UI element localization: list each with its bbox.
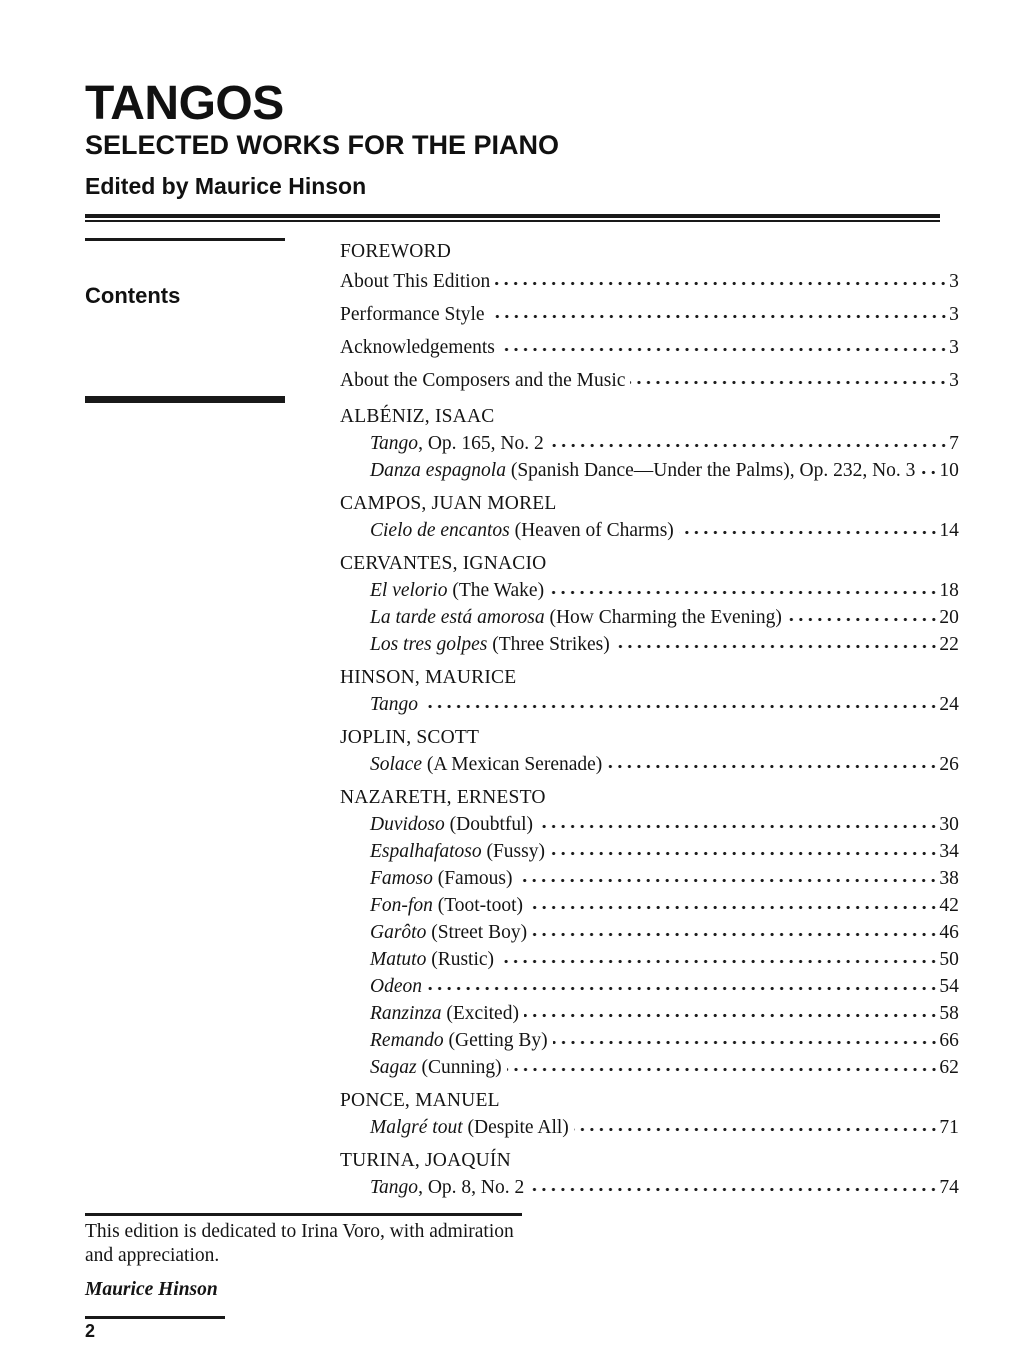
toc-entry [340, 364, 959, 397]
toc-entry-title: Remando (Getting By) [370, 1029, 548, 1051]
toc-entry-title: Odeon [370, 975, 422, 997]
toc-page-number: 74 [939, 1176, 959, 1198]
toc-entry-title: El velorio (The Wake) [370, 579, 545, 601]
title-block [85, 77, 940, 222]
toc-page-number: 66 [939, 1029, 959, 1051]
toc-entry [340, 919, 959, 946]
footer-rule [85, 1213, 522, 1216]
toc-entry [340, 1174, 959, 1201]
toc-section-heading: CAMPOS, JUAN MOREL [340, 492, 557, 514]
dot-leader [423, 696, 938, 710]
toc-entry [340, 1054, 959, 1081]
page-number-rule [85, 1316, 225, 1319]
book-subtitle: SELECTED WORKS FOR THE PIANO [85, 130, 560, 160]
toc-page-number: 20 [939, 606, 959, 628]
toc-entry-title: Famoso (Famous) [370, 867, 513, 889]
dot-leader [787, 609, 939, 623]
toc-section-heading: NAZARETH, ERNESTO [340, 786, 546, 808]
toc-section [340, 238, 959, 397]
toc-entry [340, 946, 959, 973]
dot-leader [553, 1032, 939, 1046]
dot-leader [920, 462, 938, 476]
toc-section [340, 724, 959, 778]
toc-entry [340, 265, 959, 298]
toc-entry [340, 604, 959, 631]
toc-page-number: 54 [939, 975, 959, 997]
toc-page-number: 50 [939, 948, 959, 970]
toc-entry-title: Sagaz (Cunning) [370, 1056, 502, 1078]
dot-leader [528, 897, 938, 911]
toc-entry-title: Duvidoso (Doubtful) [370, 813, 534, 835]
toc-entry-title: Tango, Op. 8, No. 2 [370, 1176, 525, 1198]
toc-page-number: 10 [939, 459, 959, 481]
toc-page-number: 3 [949, 369, 959, 391]
dot-leader [607, 756, 938, 770]
toc-entry-title: Cielo de encantos (Heaven of Charms) [370, 519, 674, 541]
toc-section [340, 664, 959, 718]
toc-page-number: 24 [939, 693, 959, 715]
toc-entry-title: La tarde está amorosa (How Charming the Evening) [370, 606, 782, 628]
toc-page-number: 38 [939, 867, 959, 889]
toc-entry-title: About the Composers and the Music [340, 369, 626, 391]
page-footer [85, 1213, 940, 1342]
dot-leader [529, 1179, 938, 1193]
toc-entry [340, 751, 959, 778]
toc-entry-title: Matuto (Rustic) [370, 948, 495, 970]
toc-entry-title: Ranzinza (Excited) [370, 1002, 519, 1024]
toc-entry-title: Fon-fon (Toot-toot) [370, 894, 523, 916]
dot-leader [549, 582, 938, 596]
toc-section [340, 490, 959, 544]
toc-page-number: 42 [939, 894, 959, 916]
toc-entry [340, 811, 959, 838]
toc-section [340, 550, 959, 658]
contents-sidebar [85, 238, 285, 1201]
toc-entry-title: Performance Style [340, 303, 485, 325]
toc-entry [340, 865, 959, 892]
toc-entry [340, 892, 959, 919]
dot-leader [507, 1059, 939, 1073]
toc-section-heading: CERVANTES, IGNACIO [340, 552, 547, 574]
dot-leader [679, 522, 939, 536]
toc-page-number: 3 [949, 303, 959, 325]
toc-entry-title: Malgré tout (Despite All) [370, 1116, 569, 1138]
contents-box [85, 238, 285, 403]
contents-layout [85, 238, 959, 1201]
dot-leader [517, 870, 938, 884]
toc-section-heading: TURINA, JOAQUÍN [340, 1149, 511, 1171]
toc-page-number: 26 [939, 753, 959, 775]
toc-page-number: 7 [949, 432, 959, 454]
dot-leader [500, 339, 948, 353]
toc-page-number: 30 [939, 813, 959, 835]
toc-entry [340, 838, 959, 865]
toc-section-heading: FOREWORD [340, 240, 452, 262]
dot-leader [615, 636, 939, 650]
toc-page-number: 22 [939, 633, 959, 655]
toc-page-number: 18 [939, 579, 959, 601]
toc-entry-title: Solace (A Mexican Serenade) [370, 753, 603, 775]
toc-page-number: 3 [949, 270, 959, 292]
toc-entry [340, 1027, 959, 1054]
editor-line: Edited by Maurice Hinson [85, 172, 367, 199]
toc-section [340, 403, 959, 484]
dot-leader [549, 435, 948, 449]
rule-thick [85, 214, 940, 218]
toc-page-number: 58 [939, 1002, 959, 1024]
dot-leader [495, 273, 948, 287]
toc-entry [340, 517, 959, 544]
dot-leader [490, 306, 949, 320]
dot-leader [427, 978, 938, 992]
toc-entry [340, 331, 959, 364]
dedication-text: This edition is dedicated to Irina Voro, with admiration and appreciation. [85, 1220, 514, 1266]
toc-page-number: 71 [939, 1116, 959, 1138]
contents-label: Contents [85, 282, 181, 308]
dot-leader [550, 843, 938, 857]
dot-leader [538, 816, 938, 830]
toc-page-number: 34 [939, 840, 959, 862]
toc-section-heading: HINSON, MAURICE [340, 666, 517, 688]
toc-entry [340, 1114, 959, 1141]
toc-section-heading: ALBÉNIZ, ISAAC [340, 405, 495, 427]
table-of-contents [340, 238, 959, 1201]
toc-entry [340, 298, 959, 331]
toc-section [340, 784, 959, 1081]
dedication-signature: Maurice Hinson [85, 1278, 218, 1300]
dot-leader [524, 1005, 938, 1019]
rule-thin [85, 220, 940, 222]
toc-entry-title: Danza espagnola (Spanish Dance—Under the Palms), Op. 232, No. 3 [370, 459, 916, 481]
dot-leader [574, 1119, 939, 1133]
dot-leader [630, 372, 948, 386]
dot-leader [499, 951, 938, 965]
toc-entry-title: Garôto (Street Boy) [370, 921, 528, 943]
toc-entry [340, 1000, 959, 1027]
toc-page-number: 62 [939, 1056, 959, 1078]
toc-entry [340, 430, 959, 457]
toc-entry-title: Espalhafatoso (Fussy) [370, 840, 545, 862]
toc-entry-title: Los tres golpes (Three Strikes) [370, 633, 610, 655]
toc-entry [340, 577, 959, 604]
toc-entry-title: Tango [370, 693, 419, 715]
toc-entry [340, 973, 959, 1000]
toc-page-number: 3 [949, 336, 959, 358]
page-number: 2 [85, 1320, 96, 1341]
toc-section [340, 1147, 959, 1201]
header-double-rule [85, 214, 940, 222]
toc-entry [340, 691, 959, 718]
toc-section [340, 1087, 959, 1141]
toc-section-heading: JOPLIN, SCOTT [340, 726, 480, 748]
toc-page-number: 46 [939, 921, 959, 943]
toc-entry-title: Acknowledgements [340, 336, 495, 358]
dot-leader [532, 924, 938, 938]
toc-entry-title: About This Edition [340, 270, 491, 292]
toc-section-heading: PONCE, MANUEL [340, 1089, 500, 1111]
toc-entry [340, 631, 959, 658]
toc-entry-title: Tango, Op. 165, No. 2 [370, 432, 544, 454]
toc-page-number: 14 [939, 519, 959, 541]
toc-entry [340, 457, 959, 484]
book-title: TANGOS [85, 77, 284, 130]
